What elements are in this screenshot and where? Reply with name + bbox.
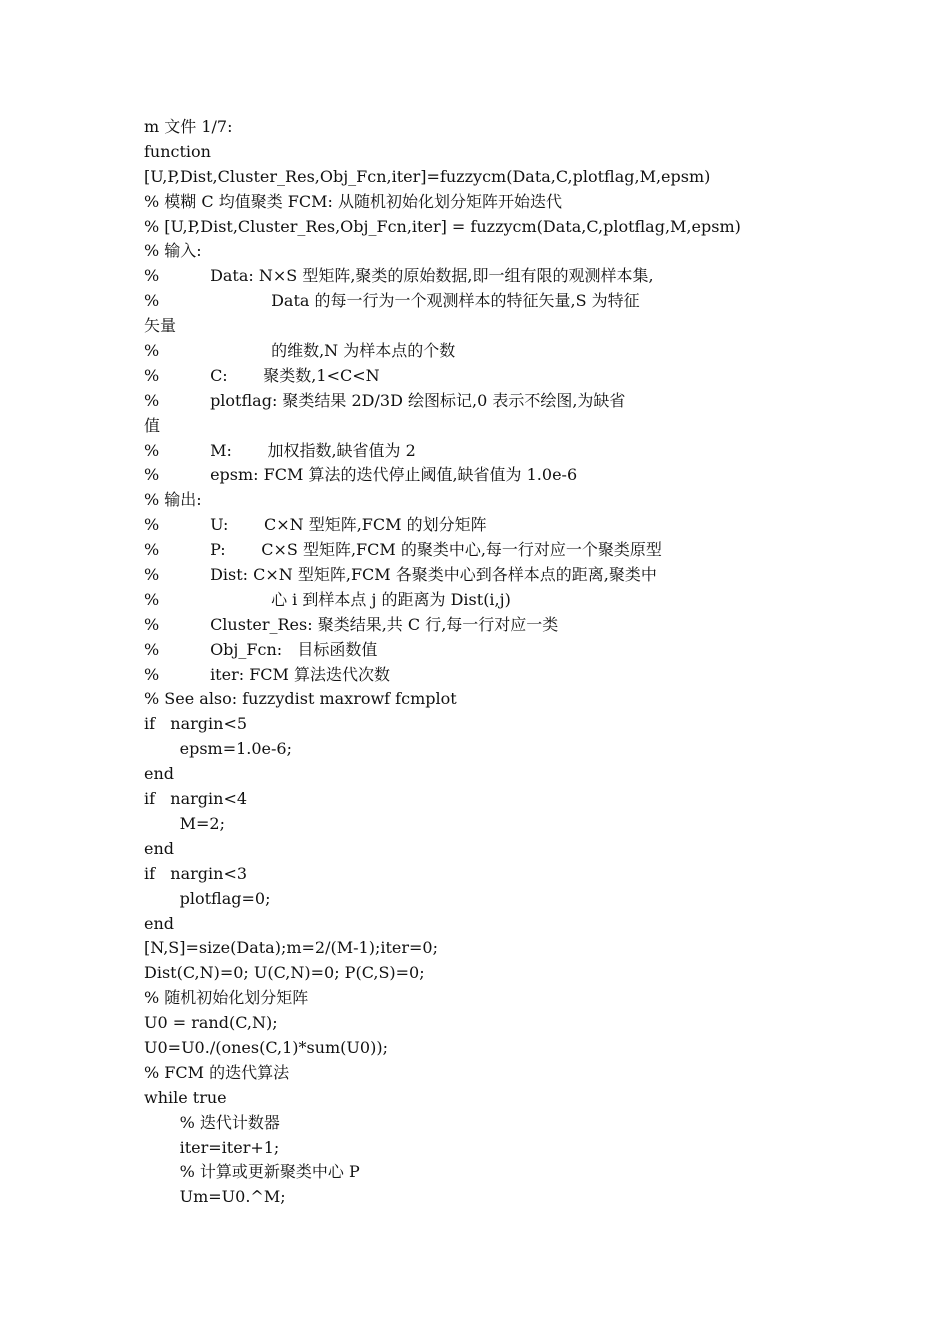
code-line: U0=U0./(ones(C,1)*sum(U0)); <box>144 1037 388 1057</box>
code-line: % 输入: <box>144 241 202 261</box>
code-line: epsm=1.0e-6; <box>144 739 292 759</box>
code-line: % Dist: C×N 型矩阵,FCM 各聚类中心到各样本点的距离,聚类中 <box>144 565 657 585</box>
code-line: function <box>144 141 211 161</box>
code-line: 矢量 <box>144 316 177 336</box>
code-line: Dist(C,N)=0; U(C,N)=0; P(C,S)=0; <box>144 963 425 983</box>
code-line: % 心 i 到样本点 j 的距离为 Dist(i,j) <box>144 589 511 609</box>
code-line: Um=U0.^M; <box>144 1187 286 1207</box>
code-line: % See also: fuzzydist maxrowf fcmplot <box>144 689 457 709</box>
code-line: iter=iter+1; <box>144 1137 280 1157</box>
code-line: % P: C×S 型矩阵,FCM 的聚类中心,每一行对应一个聚类原型 <box>144 540 662 560</box>
code-line: % Obj_Fcn: 目标函数值 <box>144 639 378 659</box>
code-line: M=2; <box>144 813 225 833</box>
code-document <box>144 115 924 1210</box>
code-line: [N,S]=size(Data);m=2/(M-1);iter=0; <box>144 938 438 958</box>
code-line: [U,P,Dist,Cluster_Res,Obj_Fcn,iter]=fuzzycm(Data,C,plotflag,M,epsm) <box>144 166 711 186</box>
code-line: if nargin<3 <box>144 863 248 883</box>
code-line: end <box>144 764 175 784</box>
code-line: % 计算或更新聚类中心 P <box>144 1162 360 1182</box>
code-line: end <box>144 838 175 858</box>
code-line: if nargin<4 <box>144 789 248 809</box>
code-line: % M: 加权指数,缺省值为 2 <box>144 440 416 460</box>
code-line: plotflag=0; <box>144 888 271 908</box>
code-line: % U: C×N 型矩阵,FCM 的划分矩阵 <box>144 515 487 535</box>
code-line: 值 <box>144 415 161 435</box>
code-line: % 模糊 C 均值聚类 FCM: 从随机初始化划分矩阵开始迭代 <box>144 191 562 211</box>
code-line: % 随机初始化划分矩阵 <box>144 988 309 1008</box>
code-line: % [U,P,Dist,Cluster_Res,Obj_Fcn,iter] = fuzzycm(Data,C,plotflag,M,epsm) <box>144 216 741 236</box>
code-line: % iter: FCM 算法迭代次数 <box>144 664 391 684</box>
code-line: % C: 聚类数,1<C<N <box>144 365 380 385</box>
code-line: % Cluster_Res: 聚类结果,共 C 行,每一行对应一类 <box>144 614 559 634</box>
code-line: while true <box>144 1087 227 1107</box>
code-line: % plotflag: 聚类结果 2D/3D 绘图标记,0 表示不绘图,为缺省 <box>144 390 626 410</box>
code-line: if nargin<5 <box>144 714 248 734</box>
code-line: % FCM 的迭代算法 <box>144 1062 290 1082</box>
code-line: % 的维数,N 为样本点的个数 <box>144 341 456 361</box>
code-line: % 迭代计数器 <box>144 1112 280 1132</box>
code-line: % 输出: <box>144 490 202 510</box>
code-line: m 文件 1/7: <box>144 117 233 136</box>
code-line: % Data 的每一行为一个观测样本的特征矢量,S 为特征 <box>144 291 640 311</box>
code-line: % Data: N×S 型矩阵,聚类的原始数据,即一组有限的观测样本集, <box>144 266 654 286</box>
code-line: end <box>144 913 175 933</box>
code-line: U0 = rand(C,N); <box>144 1013 278 1033</box>
code-line: % epsm: FCM 算法的迭代停止阈值,缺省值为 1.0e-6 <box>144 465 578 485</box>
